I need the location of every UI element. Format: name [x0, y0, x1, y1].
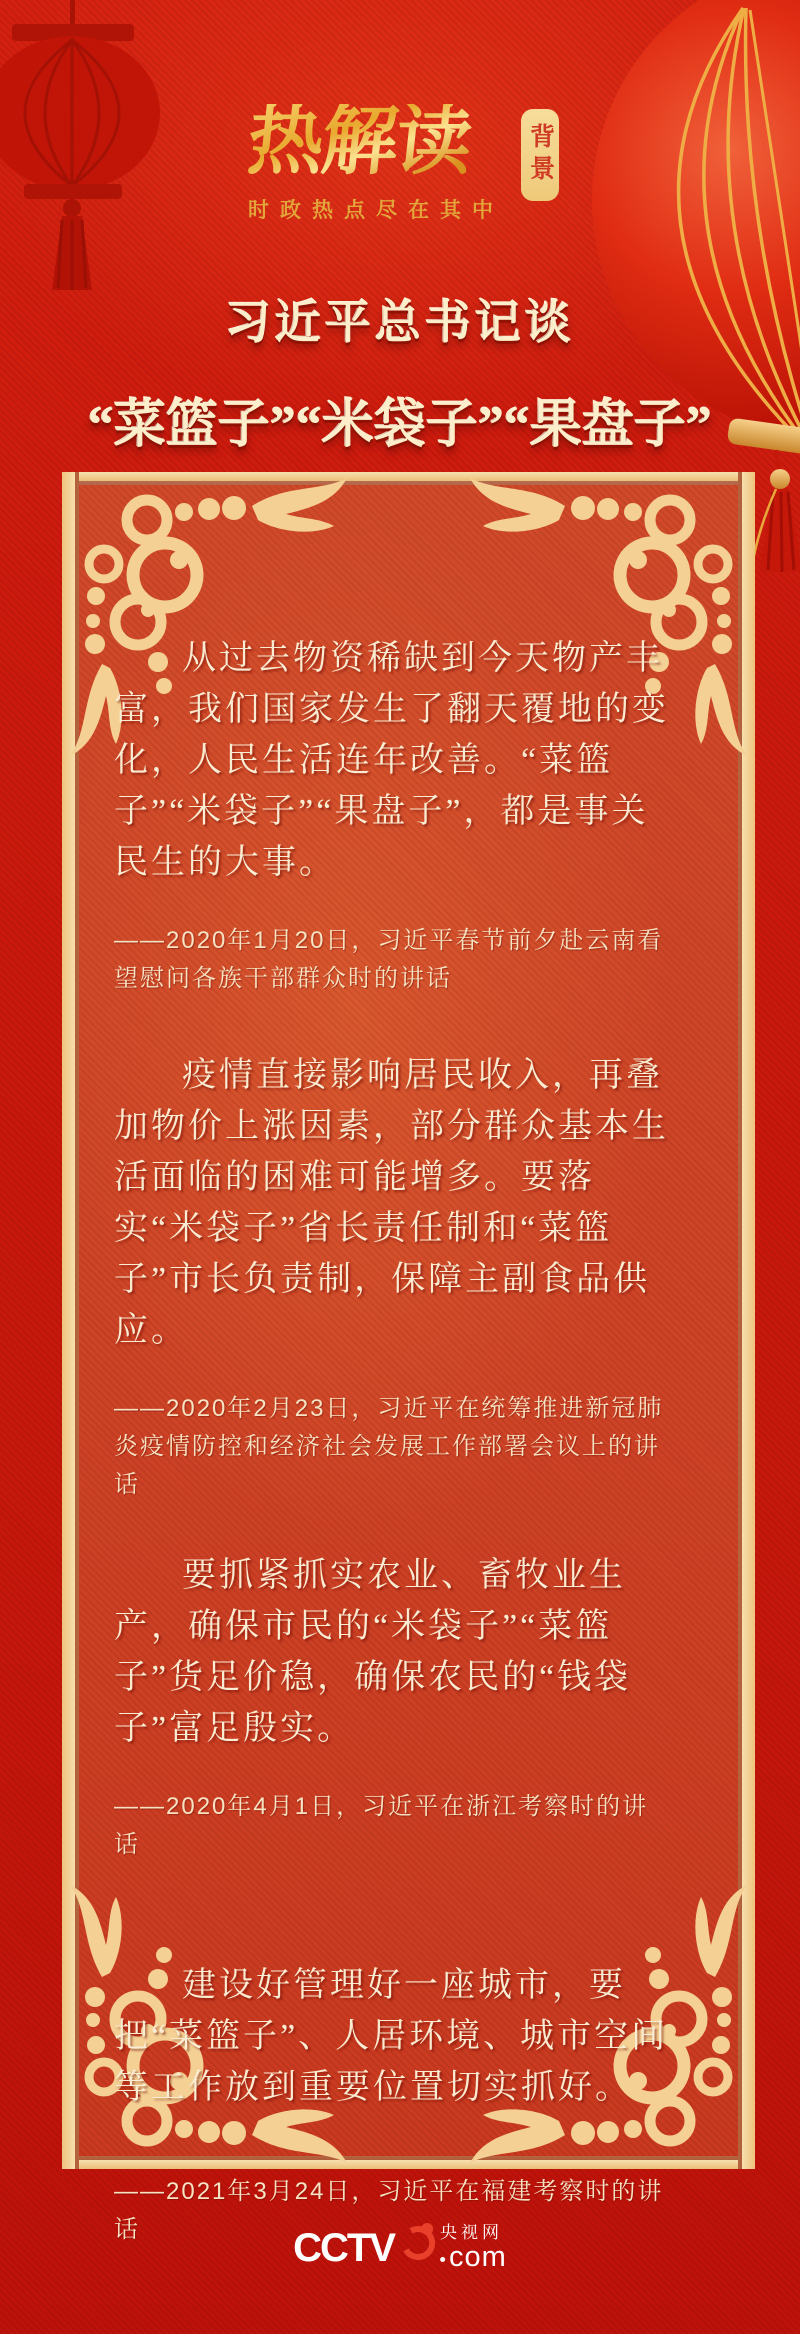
- background-badge: [521, 109, 559, 201]
- quotes-content: [114, 481, 670, 2273]
- page-title-line2: “菜篮子”“米袋子”“果盘子”: [87, 397, 712, 454]
- logo-tagline: 时政热点尽在其中: [248, 199, 504, 222]
- cctv-wordmark: CCTV: [293, 2225, 395, 2270]
- cctv-domain: com: [440, 2243, 507, 2272]
- red-lantern-left-icon: [0, 0, 170, 305]
- quote-text: 要抓紧抓实农业、畜牧业生产，确保市民的“米袋子”“菜篮子”货足价稳，确保农民的“钱袋子”富足殷实。: [114, 1557, 632, 1747]
- quote-text: 疫情直接影响居民收入，再叠加物价上涨因素，部分群众基本生活面临的困难可能增多。要落实“米袋子”省长责任制和“菜篮子”市长负责制，保障主副食品供应。: [114, 1057, 669, 1349]
- quote-source: ——2020年4月1日，习近平在浙江考察时的讲话: [114, 1793, 649, 1858]
- cctv-site-name: 央视网: [440, 2223, 504, 2242]
- logo-wordmark: 热解读: [244, 104, 512, 180]
- page-title-line1: 习近平总书记谈: [225, 297, 575, 348]
- site-logo: [243, 99, 508, 224]
- cctv-footer-logo: [293, 2224, 507, 2272]
- badge-label: 背景: [526, 123, 555, 187]
- quote-source: ——2020年1月20日，习近平春节前夕赴云南看望慰问各族干部群众时的讲话: [114, 927, 664, 992]
- cctv-swirl-icon: [396, 2219, 440, 2263]
- quote-source: ——2020年2月23日，习近平在统筹推进新冠肺炎疫情防控和经济社会发展工作部署会议上的讲话: [114, 1395, 664, 1498]
- quote-text: 从过去物资稀缺到今天物产丰富，我们国家发生了翻天覆地的变化，人民生活连年改善。“菜篮子”“米袋子”“果盘子”，都是事关民生的大事。: [114, 640, 669, 881]
- quote-text: 建设好管理好一座城市，要把“菜篮子”、人居环境、城市空间等工作放到重要位置切实抓好。: [114, 1967, 669, 2106]
- quote-source: ——2021年3月24日，习近平在福建考察时的讲话: [114, 2178, 664, 2243]
